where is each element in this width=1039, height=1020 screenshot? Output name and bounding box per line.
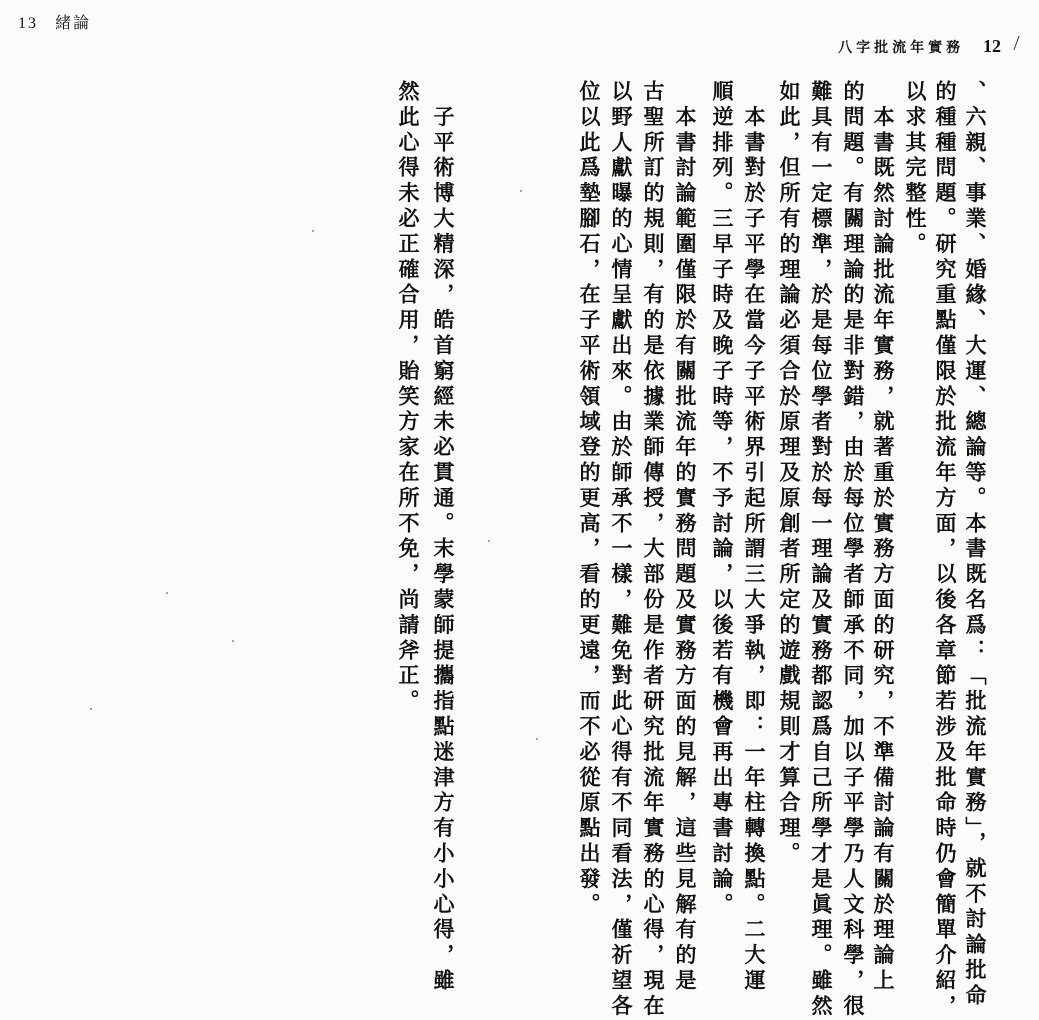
left-page-number: 13 [18,15,38,32]
text-column: 本書對於子平學在當今子平術界引起所謂三大爭執，即：一年柱轉換點。二大運 [742,80,767,995]
text-column: 順逆排列。三早子時及晚子時等，不予討論，以後若有機會再出專書討論。 [710,80,735,919]
scan-speck [536,738,538,740]
scan-speck [166,592,168,594]
book-title: 八字批流年實務 [838,40,965,56]
scan-speck [232,640,234,642]
text-column: 的問題。有關理論的是非對錯，由於每位學者師承不同，加以子平學乃人文科學，很 [841,80,866,1020]
text-column: 本書討論範圍僅限於有關批流年的實務問題及實務方面的見解，這些見解有的是 [673,80,698,995]
scan-speck [312,230,314,232]
text-column: 本書既然討論批流年實務，就著重於實務方面的研究，不準備討論有關於理論上 [871,80,896,995]
text-column: 以野人獻曝的心情呈獻出來。由於師承不一樣，難免對此心得有不同看法，僅祈望各 [609,80,634,1020]
text-column: 位以此爲墊腳石，在子平術領域登的更高，看的更遠，而不必從原點出發。 [577,80,602,919]
scan-speck [520,190,522,192]
text-column: 然此心得未必正確合用，貽笑方家在所不免，尚請斧正。 [396,80,421,715]
scan-speck [90,708,92,710]
text-column: 、六親、事業、婚緣、大運、總論等。本書既名爲：「批流年實務」，就不討論批命 [963,80,988,1010]
page-header [838,36,1001,57]
right-page-number: 12 [983,36,1001,56]
text-column: 的種種問題。研究重點僅限於批流年方面，以後各章節若涉及批命時仍會簡單介紹， [933,80,958,1020]
text-column: 古聖所訂的規則，有的是依據業師傳授，大部份是作者研究批流年實務的心得，現在 [641,80,666,1020]
left-page-running-head: 緒論 [55,13,92,32]
text-column: 子平術博大精深，皓首窮經未必貫通。末學蒙師提攜指點迷津方有小小心得，雖 [431,80,456,995]
page-corner-mark [1003,36,1019,50]
left-page-corner [18,10,91,33]
text-column: 如此，但所有的理論必須合於原理及原創者所定的遊戲規則才算合理。 [777,80,802,868]
scan-speck [488,540,490,542]
text-column: 以求其完整性。 [903,80,928,258]
text-column: 難具有一定標準，於是每位學者對於每一理論及實務都認爲自己所學才是眞理。雖然 [809,80,834,1020]
